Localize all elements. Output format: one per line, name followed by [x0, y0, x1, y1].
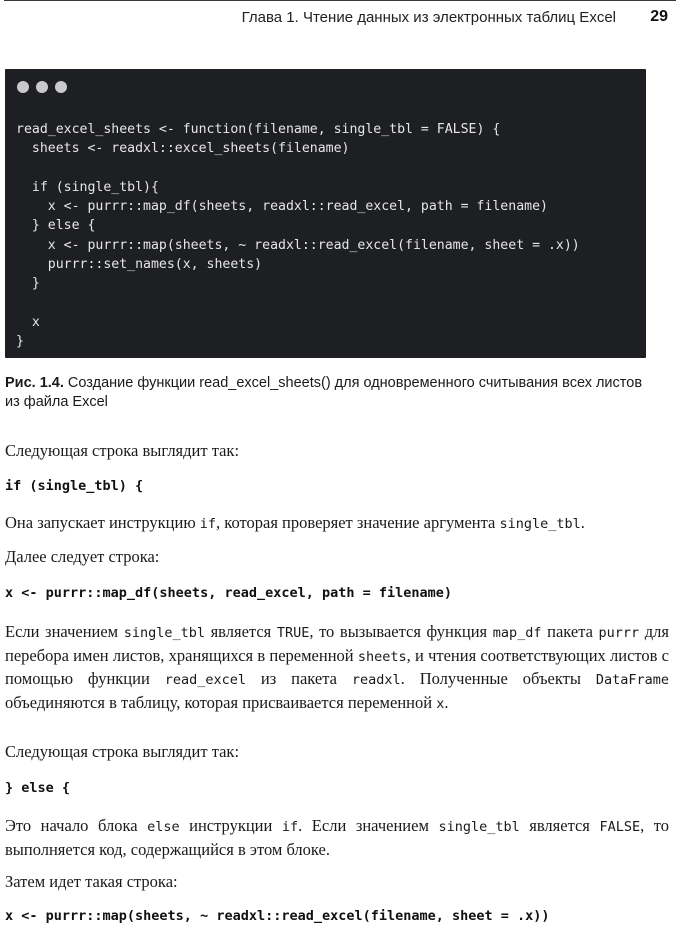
code-line: }: [16, 276, 40, 292]
code-line: read_excel_sheets <- function(filename, single_tbl = FALSE) {: [16, 122, 501, 137]
code-block: [16, 120, 580, 352]
header-rule: [4, 0, 676, 1]
code-line: x <- purrr::map_df(sheets, readxl::read_excel, path = filename): [16, 199, 548, 215]
code-line: }: [16, 334, 24, 350]
code-line: } else {: [16, 218, 96, 234]
code-line: x <- purrr::map(sheets, ~ readxl::read_excel(filename, sheet = .x)): [16, 237, 580, 253]
page-number: 29: [650, 8, 668, 25]
inline-code-line: if (single_tbl) {: [5, 478, 144, 494]
code-line: [16, 159, 580, 178]
page-header: [0, 0, 680, 34]
paragraph: Если значением single_tbl является TRUE, то вызывается функция map_df пакета purrr для перебора имен листов, хранящихся в переменной sheets, и чтения соответствующих листов с помощью функции read_excel из пакета readxl. Полученные объекты DataFrame объединяются в таблицу, которая присваивается переменной x.: [5, 622, 669, 712]
code-line: if (single_tbl){: [16, 179, 159, 195]
window-dot-icon: [36, 81, 48, 93]
paragraph: Это начало блока else инструкции if. Если значением single_tbl является FALSE, то выполняется код, содержащийся в этом блоке.: [5, 816, 670, 859]
caption-text: Создание функции read_excel_sheets() для одновременного считывания всех листов из файла Excel: [5, 375, 643, 410]
code-figure: [5, 69, 646, 358]
paragraph: Затем идет такая строка:: [5, 872, 178, 891]
caption-label: Рис. 1.4.: [5, 375, 64, 391]
code-line: sheets <- readxl::excel_sheets(filename): [16, 141, 350, 157]
paragraph: Далее следует строка:: [5, 547, 160, 566]
window-dot-icon: [17, 81, 29, 93]
inline-code-line: x <- purrr::map_df(sheets, read_excel, path = filename): [5, 585, 453, 601]
chapter-title: Глава 1. Чтение данных из электронных таблиц Excel: [241, 9, 616, 26]
paragraph: Следующая строка выглядит так:: [5, 742, 240, 761]
code-line: [16, 294, 580, 313]
code-line: purrr::set_names(x, sheets): [16, 257, 263, 273]
code-line: x: [16, 314, 40, 330]
paragraph: Она запускает инструкцию if, которая проверяет значение аргумента single_tbl.: [5, 513, 585, 532]
inline-code-line: x <- purrr::map(sheets, ~ readxl::read_excel(filename, sheet = .x)): [5, 908, 550, 924]
figure-caption: [5, 374, 655, 412]
paragraph: Следующая строка выглядит так:: [5, 441, 240, 460]
window-controls: [17, 81, 67, 93]
inline-code-line: } else {: [5, 780, 71, 796]
window-dot-icon: [55, 81, 67, 93]
